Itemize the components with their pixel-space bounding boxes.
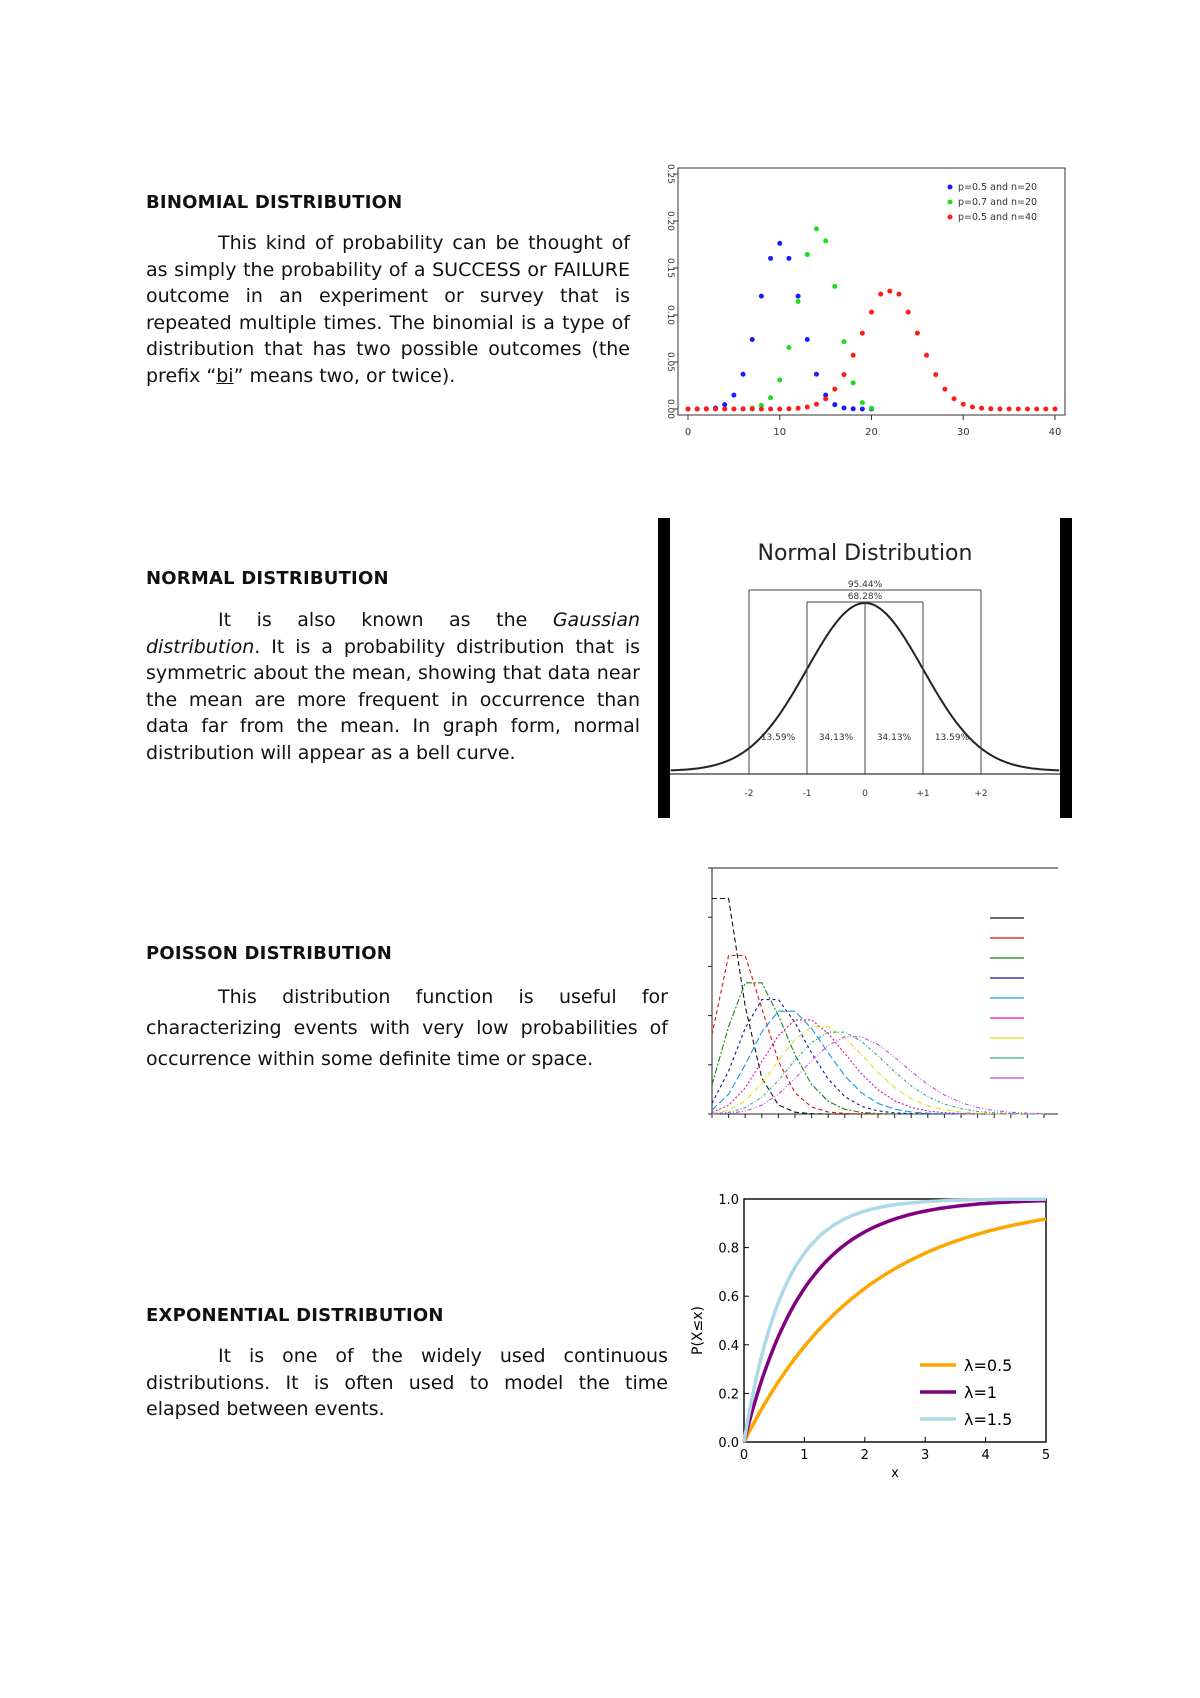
data-point [933, 372, 938, 377]
data-point [851, 380, 856, 385]
data-point [924, 353, 929, 358]
legend-label: λ=1.5 [964, 1410, 1013, 1429]
x-tick-label: 0 [862, 789, 868, 799]
y-axis-label: P(X≤x) [690, 1306, 706, 1355]
x-tick-label: -2 [744, 789, 754, 799]
binomial-chart [640, 160, 1080, 450]
data-point [722, 402, 727, 407]
data-point [786, 256, 791, 261]
y-tick-label: 0.4 [718, 1338, 739, 1354]
series-line [712, 899, 1044, 1115]
data-point [979, 406, 984, 411]
region-label: 34.13% [818, 733, 854, 743]
exponential-chart [688, 1185, 1072, 1485]
data-point [1025, 407, 1030, 412]
normal-heading: NORMAL DISTRIBUTION [146, 568, 389, 589]
data-point [832, 402, 837, 407]
poisson-chart [688, 860, 1072, 1135]
data-point [786, 406, 791, 411]
data-point [997, 407, 1002, 412]
data-point [814, 402, 819, 407]
data-point [851, 353, 856, 358]
data-point [768, 407, 773, 412]
data-point [841, 372, 846, 377]
data-point [796, 406, 801, 411]
data-point [851, 406, 856, 411]
legend-marker [948, 200, 953, 205]
poisson-heading: POISSON DISTRIBUTION [146, 943, 393, 964]
x-tick-label: +2 [974, 789, 988, 799]
x-tick-label: 5 [1041, 1448, 1051, 1463]
data-point [897, 292, 902, 297]
data-point [1016, 407, 1021, 412]
data-point [1043, 407, 1048, 412]
data-point [768, 395, 773, 400]
series-line [744, 1201, 1046, 1442]
binomial-paragraph: This kind of probability can be thought of as simply the probability of a SUCCESS or FAILURE outcome in an experiment or survey that is repeated multiple times. The binomial is a type of distribution that has two possible outcomes (the prefix “bi” means two, or twice). [146, 232, 630, 387]
data-point [860, 331, 865, 336]
y-tick-label: 0.2 [718, 1387, 739, 1403]
data-point [869, 406, 874, 411]
data-point [731, 407, 736, 412]
data-point [841, 405, 846, 410]
x-tick-label: 0 [739, 1448, 749, 1463]
y-tick-label: 0.25 [665, 163, 675, 185]
x-tick-label: 1 [800, 1448, 809, 1463]
y-tick-label: 0.20 [665, 210, 675, 232]
data-point [823, 238, 828, 243]
y-tick-label: 0.0 [718, 1436, 739, 1451]
data-point [777, 241, 782, 246]
data-point [805, 252, 810, 257]
data-point [832, 387, 837, 392]
data-point [777, 407, 782, 412]
data-point [750, 407, 755, 412]
series-line [744, 1219, 1046, 1442]
data-point [860, 400, 865, 405]
data-point [1034, 407, 1039, 412]
x-tick-label: 10 [773, 427, 787, 438]
data-point [796, 294, 801, 299]
normal-chart [658, 518, 1072, 818]
data-point [1007, 407, 1012, 412]
series-line [712, 1020, 1044, 1114]
data-point [814, 372, 819, 377]
x-tick-label: 20 [865, 427, 878, 438]
x-tick-label: 2 [860, 1448, 869, 1463]
normal-paragraph: It is also known as the Gaussian distribution. It is a probability distribution that is symmetric about the mean, showing that data near the mean are more frequent in occurrence than data far from the mean. In graph form, normal distribution will appear as a bell curve. [146, 609, 640, 764]
binomial-heading: BINOMIAL DISTRIBUTION [146, 192, 403, 213]
right-border-bar [1060, 518, 1072, 818]
x-tick-label: 30 [956, 427, 970, 438]
data-point [860, 407, 865, 412]
poisson-paragraph: This distribution function is useful for characterizing events with very low probabilities of occurrence within some definite time or space. [146, 986, 668, 1070]
data-point [887, 289, 892, 294]
data-point [759, 294, 764, 299]
legend-marker [948, 215, 953, 220]
data-point [796, 299, 801, 304]
exponential-heading: EXPONENTIAL DISTRIBUTION [146, 1305, 444, 1326]
x-axis-label: x [891, 1466, 899, 1481]
data-point [841, 339, 846, 344]
legend-label: p=0.7 and n=20 [958, 197, 1038, 208]
data-point [805, 405, 810, 410]
region-label: 13.59% [760, 733, 796, 743]
data-point [970, 405, 975, 410]
data-point [823, 396, 828, 401]
data-point [750, 337, 755, 342]
legend-label: p=0.5 and n=40 [958, 212, 1038, 223]
data-point [731, 393, 736, 398]
x-tick-label: 4 [981, 1448, 990, 1463]
region-label: 13.59% [934, 733, 970, 743]
legend-label: p=0.5 and n=20 [958, 182, 1038, 193]
data-point [741, 372, 746, 377]
region-label: 34.13% [876, 733, 912, 743]
annotation-68: 68.28% [847, 592, 883, 602]
y-tick-label: 0.15 [665, 257, 675, 279]
chart-title: Normal Distribution [757, 541, 973, 566]
y-tick-label: 1.0 [718, 1193, 739, 1208]
left-border-bar [658, 518, 670, 818]
data-point [686, 407, 691, 412]
legend-label: λ=0.5 [964, 1356, 1013, 1375]
data-point [805, 337, 810, 342]
y-tick-label: 0.10 [665, 304, 675, 326]
series-line [712, 1037, 1044, 1114]
data-point [695, 407, 700, 412]
series-line [712, 983, 1044, 1114]
x-tick-label: -1 [802, 789, 812, 799]
data-point [722, 407, 727, 412]
plot-frame [744, 1199, 1046, 1442]
annotation-95: 95.44% [847, 580, 883, 590]
legend-marker [948, 185, 953, 190]
data-point [786, 345, 791, 350]
x-tick-label: +1 [916, 789, 930, 799]
data-point [777, 378, 782, 383]
data-point [1053, 407, 1058, 412]
y-tick-label: 0.05 [665, 351, 675, 373]
data-point [759, 407, 764, 412]
data-point [988, 406, 993, 411]
x-tick-label: 0 [684, 427, 692, 438]
data-point [906, 310, 911, 315]
data-point [915, 331, 920, 336]
data-point [878, 292, 883, 297]
legend-label: λ=1 [964, 1383, 998, 1402]
y-tick-label: 0.6 [718, 1290, 739, 1306]
data-point [869, 310, 874, 315]
x-tick-label: 40 [1048, 427, 1062, 438]
data-point [768, 256, 773, 261]
series-line [712, 1027, 1044, 1114]
exponential-paragraph: It is one of the widely used continuous distributions. It is often used to model the time elapsed between events. [146, 1345, 668, 1420]
series-line [744, 1199, 1046, 1442]
data-point [952, 396, 957, 401]
data-point [942, 387, 947, 392]
y-tick-label: 0.8 [718, 1241, 739, 1257]
x-tick-label: 3 [921, 1448, 930, 1463]
y-tick-label: 0.00 [665, 398, 675, 420]
data-point [814, 226, 819, 231]
data-point [741, 407, 746, 412]
data-point [832, 284, 837, 289]
data-point [961, 402, 966, 407]
data-point [713, 407, 718, 412]
data-point [704, 407, 709, 412]
